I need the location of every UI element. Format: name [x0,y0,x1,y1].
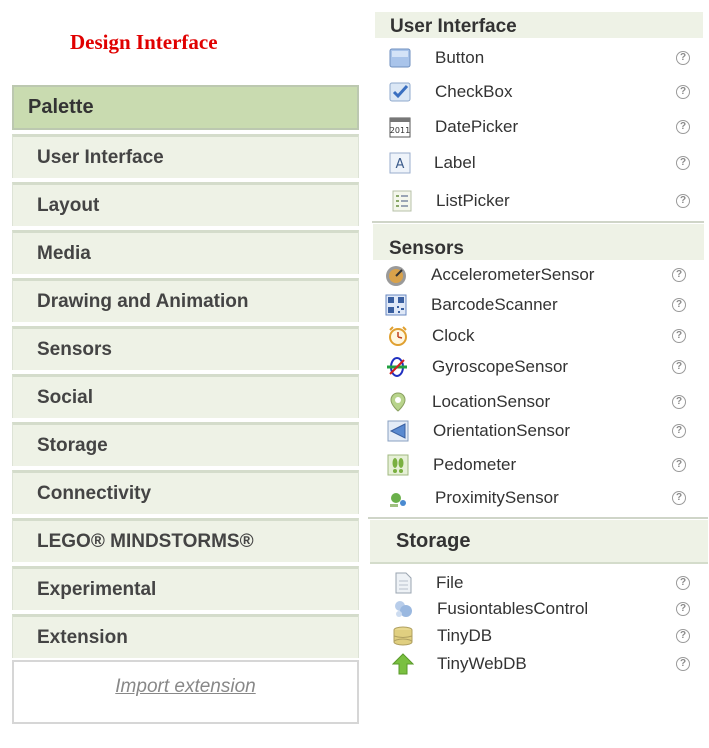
gyroscope-icon [386,356,408,378]
help-icon[interactable]: ? [676,629,690,643]
component-orientationsensor[interactable] [375,417,705,445]
palette-header: Palette [12,85,359,130]
component-label: AccelerometerSensor [431,265,595,284]
component-label: DatePicker [435,117,519,136]
section-header-sensors[interactable] [373,224,704,260]
section-header-storage[interactable] [370,520,708,564]
category-layout[interactable]: Layout [12,182,359,226]
component-accelerometer[interactable] [375,261,705,289]
button-icon [389,47,411,69]
component-label: CheckBox [435,82,513,101]
import-extension-label: Import extension [115,676,256,697]
component-label: Button [435,48,485,67]
help-icon[interactable]: ? [672,329,686,343]
help-icon[interactable]: ? [676,120,690,134]
component-label: ProximitySensor [435,488,559,507]
category-connectivity[interactable]: Connectivity [12,470,359,514]
palette-panel [12,85,359,724]
component-label: OrientationSensor [433,421,571,440]
category-media[interactable]: Media [12,230,359,274]
component-gyroscope[interactable] [375,353,705,381]
page-title: Design Interface [70,30,218,54]
component-label: TinyWebDB [437,654,527,673]
section-divider [372,221,704,223]
component-label: BarcodeScanner [431,295,558,314]
svg-text:2011: 2011 [389,126,411,135]
help-icon[interactable]: ? [672,424,686,438]
svg-text:A: A [395,157,405,172]
section-title-sensors: Sensors [389,238,464,259]
alarm-clock-icon [387,325,409,347]
help-icon[interactable]: ? [676,51,690,65]
component-label-widget[interactable] [375,149,705,177]
footprints-icon [387,454,409,476]
component-label: Pedometer [433,455,517,474]
component-label: LocationSensor [432,392,551,411]
component-file[interactable] [375,569,705,597]
component-label: TinyDB [437,626,493,645]
component-fusiontablescontrol[interactable] [375,595,705,623]
database-icon [392,625,414,647]
component-listpicker[interactable] [375,187,705,215]
fusiontables-icon [392,598,414,620]
help-icon[interactable]: ? [676,576,690,590]
category-experimental[interactable]: Experimental [12,566,359,610]
checkbox-icon [389,81,411,103]
component-proximitysensor[interactable] [375,484,705,512]
category-user-interface[interactable]: User Interface [12,134,359,178]
component-label: FusiontablesControl [437,599,589,618]
category-lego-mindstorms[interactable]: LEGO® MINDSTORMS® [12,518,359,562]
help-icon[interactable]: ? [676,657,690,671]
component-label: Label [434,153,476,172]
section-title-storage: Storage [396,530,471,552]
help-icon[interactable]: ? [672,395,686,409]
category-extension[interactable]: Extension [12,614,359,658]
component-locationsensor[interactable] [375,388,705,416]
list-icon [391,190,413,212]
component-label: ListPicker [436,191,510,210]
calendar-icon [389,116,411,138]
help-icon[interactable]: ? [676,156,690,170]
section-divider [368,517,708,519]
help-icon[interactable]: ? [672,458,686,472]
file-icon [392,572,414,594]
compass-arrow-icon [387,420,409,442]
category-storage[interactable]: Storage [12,422,359,466]
component-button[interactable] [375,44,705,72]
proximity-icon [387,487,409,509]
category-sensors[interactable]: Sensors [12,326,359,370]
component-clock[interactable] [375,322,705,350]
label-icon [389,152,411,174]
upload-arrow-icon [392,653,414,675]
section-header-user-interface[interactable] [375,12,703,38]
category-drawing-animation[interactable]: Drawing and Animation [12,278,359,322]
help-icon[interactable]: ? [672,491,686,505]
help-icon[interactable]: ? [672,360,686,374]
help-icon[interactable]: ? [672,268,686,282]
component-tinydb[interactable] [375,622,705,650]
component-label: GyroscopeSensor [432,357,569,376]
help-icon[interactable]: ? [672,298,686,312]
component-pedometer[interactable] [375,451,705,479]
component-datepicker[interactable] [375,113,705,141]
section-title-user-interface: User Interface [390,16,517,37]
gauge-icon [385,264,407,286]
barcode-icon [385,294,407,316]
component-label: File [436,573,464,592]
help-icon[interactable]: ? [676,602,690,616]
component-barcodescanner[interactable] [375,291,705,319]
location-pin-icon [387,391,409,413]
import-extension-link[interactable] [12,660,359,724]
help-icon[interactable]: ? [676,85,690,99]
component-label: Clock [432,326,475,345]
category-social[interactable]: Social [12,374,359,418]
component-checkbox[interactable] [375,78,705,106]
help-icon[interactable]: ? [676,194,690,208]
component-tinywebdb[interactable] [375,650,705,678]
